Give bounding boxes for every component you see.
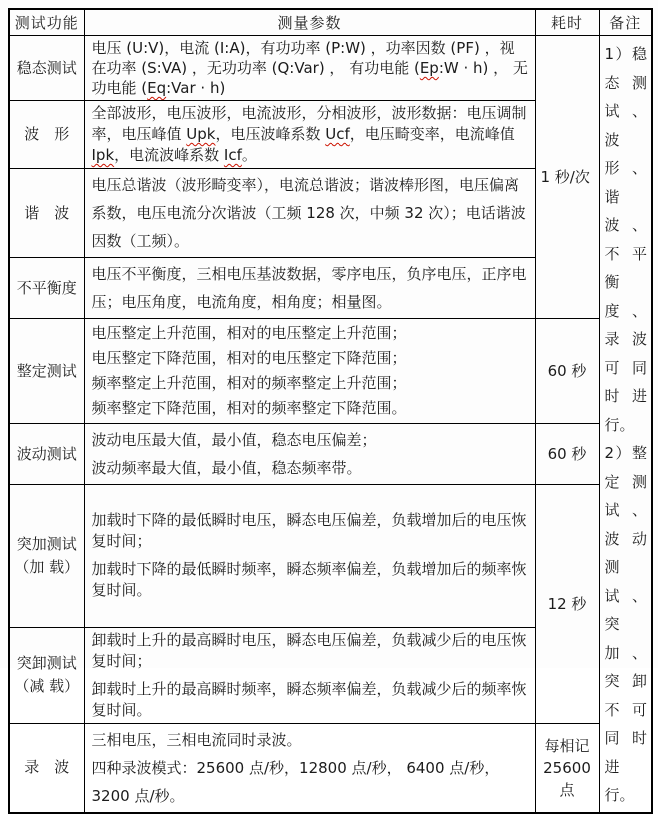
time-cell-recording: 每相记25600点: [535, 723, 599, 813]
spellcheck-underline: Eq: [147, 79, 167, 97]
params-waveform: 全部波形，电压波形，电流波形，分相波形，波形数据：电压调制率，电压峰值 Upk，电压波峰系数 Ucf，电压畸变率，电流峰值 Ipk，电流波峰系数 Icf。: [84, 101, 535, 169]
params-fluctuation-test: 波动电压最大值，最小值，稳态电压偏差； 波动频率最大值，最小值，稳态频率带。: [84, 424, 535, 485]
params-setting-test: 电压整定上升范围，相对的电压整定上升范围； 电压整定下降范围，相对的电压整定下降范围； 频率整定上升范围，相对的频率整定上升范围； 频率整定下降范围，相对的频率整定下降范围。: [84, 319, 535, 424]
row-label-setting-test: 整定测试: [9, 319, 84, 424]
spellcheck-underline: Upk: [186, 125, 216, 143]
header-row: [9, 9, 652, 36]
row-label-wave-recording: 录 波: [9, 723, 84, 813]
row-label-steady-state: 稳态测试: [9, 36, 84, 101]
spellcheck-underline: Ipk: [91, 146, 115, 164]
table-row-wave-recording: [9, 723, 652, 813]
row-label-sudden-load-test: 突加测试 （加 载）: [9, 485, 84, 628]
params-sudden-unload-test: 卸载时上升的最高瞬时电压，瞬态电压偏差，负载减少后的电压恢复时间； 卸载时上升的最高瞬时频率，瞬态频率偏差，负载减少后的频率恢复时间。: [84, 627, 535, 723]
notes-cell: [599, 36, 652, 813]
header-measurement-params: 测量参数: [84, 9, 535, 36]
params-steady-state: 电压 (U:V)，电流 (I:A)，有功功率 (P:W) ，功率因数 (PF) ，视在功率 (S:VA) ，无功功率 (Q:Var) ， 有功电能 (Ep:W · h) ， 无功电能 (Eq:Var · h): [84, 36, 535, 101]
params-wave-recording: 三相电压，三相电流同时录波。 四种录波模式：25600 点/秒，12800 点/秒， 6400 点/秒，3200 点/秒。: [84, 723, 535, 813]
header-notes: 备注: [599, 9, 652, 36]
table-row-fluctuation-test: [9, 424, 652, 485]
table-row-setting-test: [9, 319, 652, 424]
row-label-sudden-unload-test: 突卸测试 （减 载）: [9, 627, 84, 723]
time-cell-12s: 12 秒: [535, 485, 599, 724]
row-label-unbalance: 不平衡度: [9, 258, 84, 319]
time-cell-1s: 1 秒/次: [535, 36, 599, 319]
note-1: 1）稳态测试、波形、谐波、不平衡度、录波可同时进行。: [604, 45, 647, 434]
spellcheck-underline: Ucf: [325, 125, 350, 143]
table-row-sudden-load-test: [9, 485, 652, 628]
table-row-steady-state: [9, 36, 652, 101]
spellcheck-underline: Ep: [419, 59, 439, 77]
time-cell-fluctuation: 60 秒: [535, 424, 599, 485]
measurement-spec-table: [8, 8, 653, 814]
params-unbalance: 电压不平衡度，三相电压基波数据，零序电压，负序电压，正序电压；电压角度，电流角度，相角度；相量图。: [84, 258, 535, 319]
time-cell-setting: 60 秒: [535, 319, 599, 424]
note-2: 2）整定测试、波动测试、突加、突卸不可同时进行。: [604, 444, 647, 804]
header-test-function: 测试功能: [9, 9, 84, 36]
spellcheck-underline: Icf: [223, 146, 242, 164]
row-label-harmonics: 谐 波: [9, 169, 84, 258]
header-time-cost: 耗时: [535, 9, 599, 36]
params-harmonics: 电压总谐波（波形畸变率），电流总谐波；谐波棒形图，电压偏离系数，电压电流分次谐波（工频 128 次，中频 32 次）；电话谐波因数（工频）。: [84, 169, 535, 258]
params-sudden-load-test: 加载时下降的最低瞬时电压，瞬态电压偏差，负载增加后的电压恢复时间； 加载时下降的最低瞬时频率，瞬态频率偏差，负载增加后的频率恢复时间。: [84, 485, 535, 628]
row-label-fluctuation-test: 波动测试: [9, 424, 84, 485]
row-label-waveform: 波 形: [9, 101, 84, 169]
